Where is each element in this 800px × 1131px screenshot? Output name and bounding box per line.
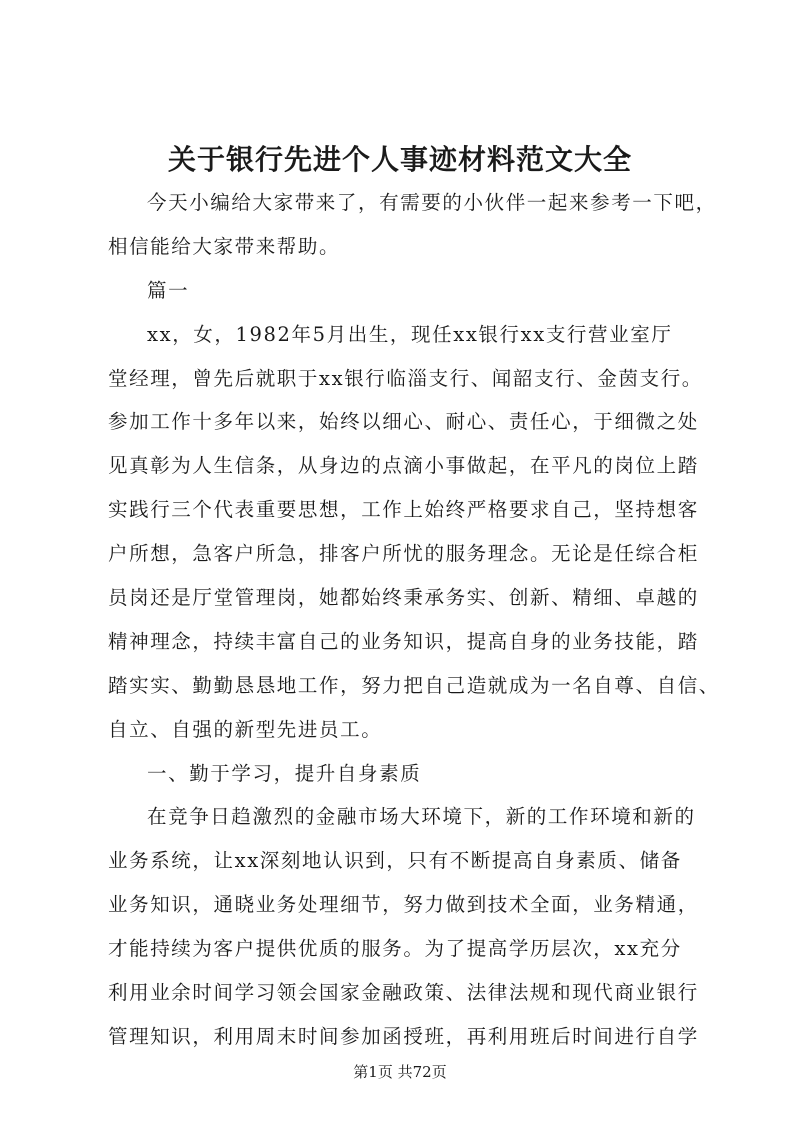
page-number: 第1页 共72页 <box>353 1063 447 1081</box>
paragraph-line: 自立、自强的新型先进员工。 <box>108 717 383 741</box>
paragraph-line: 才能持续为客户提供优质的服务。为了提高学历层次，xx充分 <box>108 937 682 961</box>
section-heading: 一、勤于学习，提升自身素质 <box>147 761 422 785</box>
paragraph-line: xx，女，1982年5月出生，现任xx银行xx支行营业室厅 <box>147 322 673 346</box>
paragraph-line: 户所想，急客户所急，排客户所忧的服务理念。无论是任综合柜 <box>108 542 699 566</box>
document-title: 关于银行先进个人事迹材料范文大全 <box>167 143 632 176</box>
paragraph-line: 业务系统，让xx深刻地认识到，只有不断提高自身素质、储备 <box>108 849 682 873</box>
paragraph-line: 今天小编给大家带来了，有需要的小伙伴一起来参考一下吧， <box>147 191 717 214</box>
paragraph-line: 管理知识，利用周末时间参加函授班，再利用班后时间进行自学 <box>108 1024 699 1048</box>
paragraph-line: 实践行三个代表重要思想，工作上始终严格要求自己，坚持想客 <box>108 498 699 522</box>
paragraph-line: 相信能给大家带来帮助。 <box>108 234 341 258</box>
document-body <box>108 181 720 1059</box>
paragraph-line: 利用业余时间学习领会国家金融政策、法律法规和现代商业银行 <box>108 981 699 1005</box>
paragraph-line: 踏实实、勤勤恳恳地工作，努力把自己造就成为一名自尊、自信、 <box>108 673 720 697</box>
paragraph-line: 业务知识，通晓业务处理细节，努力做到技术全面，业务精通， <box>108 893 699 917</box>
paragraph-line: 员岗还是厅堂管理岗，她都始终秉承务实、创新、精细、卓越的 <box>108 586 699 610</box>
paragraph-line: 堂经理，曾先后就职于xx银行临淄支行、闻韶支行、金茵支行。 <box>108 366 703 390</box>
paragraph-line: 参加工作十多年以来，始终以细心、耐心、责任心，于细微之处 <box>108 410 699 434</box>
paragraph-line: 见真彰为人生信条，从身边的点滴小事做起，在平凡的岗位上踏 <box>108 454 699 478</box>
paragraph-line: 在竞争日趋激烈的金融市场大环境下，新的工作环境和新的 <box>147 805 696 829</box>
section-heading: 篇一 <box>147 278 190 302</box>
paragraph-line: 精神理念，持续丰富自己的业务知识，提高自身的业务技能，踏 <box>108 629 699 653</box>
